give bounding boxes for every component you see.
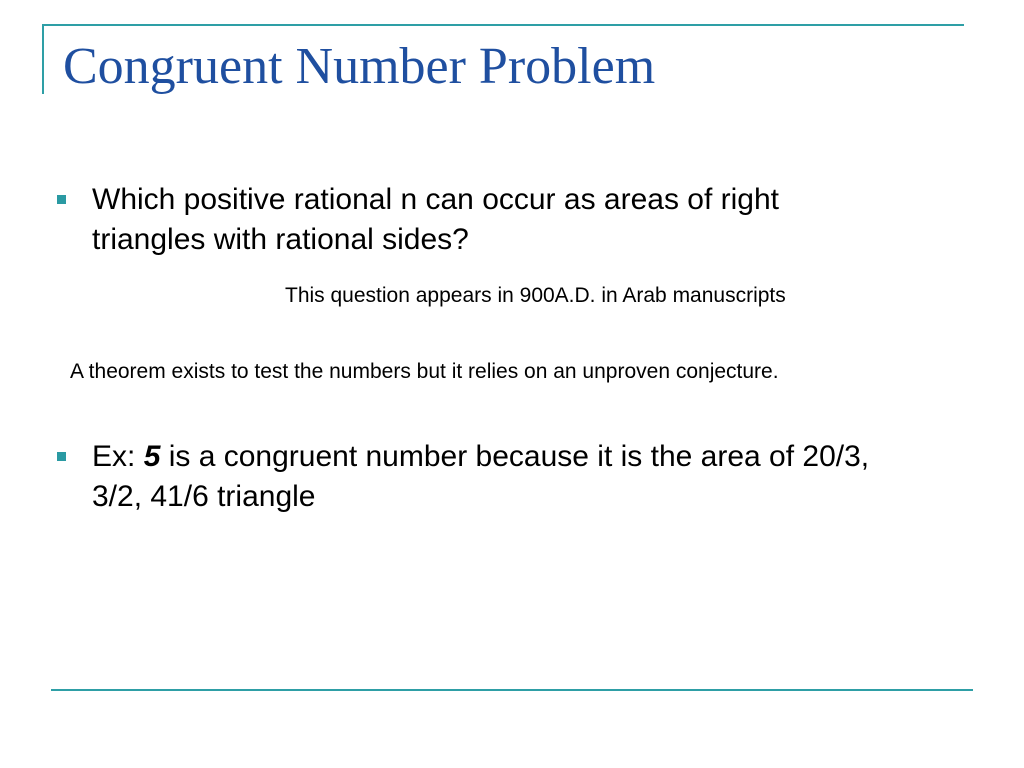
bullet-text: Which positive rational n can occur as areas of right triangles with rational sides? — [92, 183, 779, 256]
bullet-item-question — [57, 180, 897, 260]
example-suffix: is a congruent number because it is the area of 20/3, 3/2, 41/6 triangle — [92, 440, 870, 513]
frame-bottom-rule — [51, 689, 973, 691]
frame-top-rule — [42, 24, 964, 26]
square-bullet-icon — [57, 195, 66, 204]
example-number: 5 — [143, 440, 161, 473]
bullet-item-example — [57, 437, 897, 517]
frame-left-rule — [42, 24, 44, 94]
note-theorem: A theorem exists to test the numbers but it relies on an unproven conjecture. — [70, 360, 779, 383]
example-prefix: Ex: — [92, 440, 144, 473]
bullet-text — [92, 437, 897, 517]
slide-title: Congruent Number Problem — [63, 38, 656, 95]
note-manuscripts: This question appears in 900A.D. in Arab manuscripts — [285, 284, 786, 307]
square-bullet-icon — [57, 452, 66, 461]
